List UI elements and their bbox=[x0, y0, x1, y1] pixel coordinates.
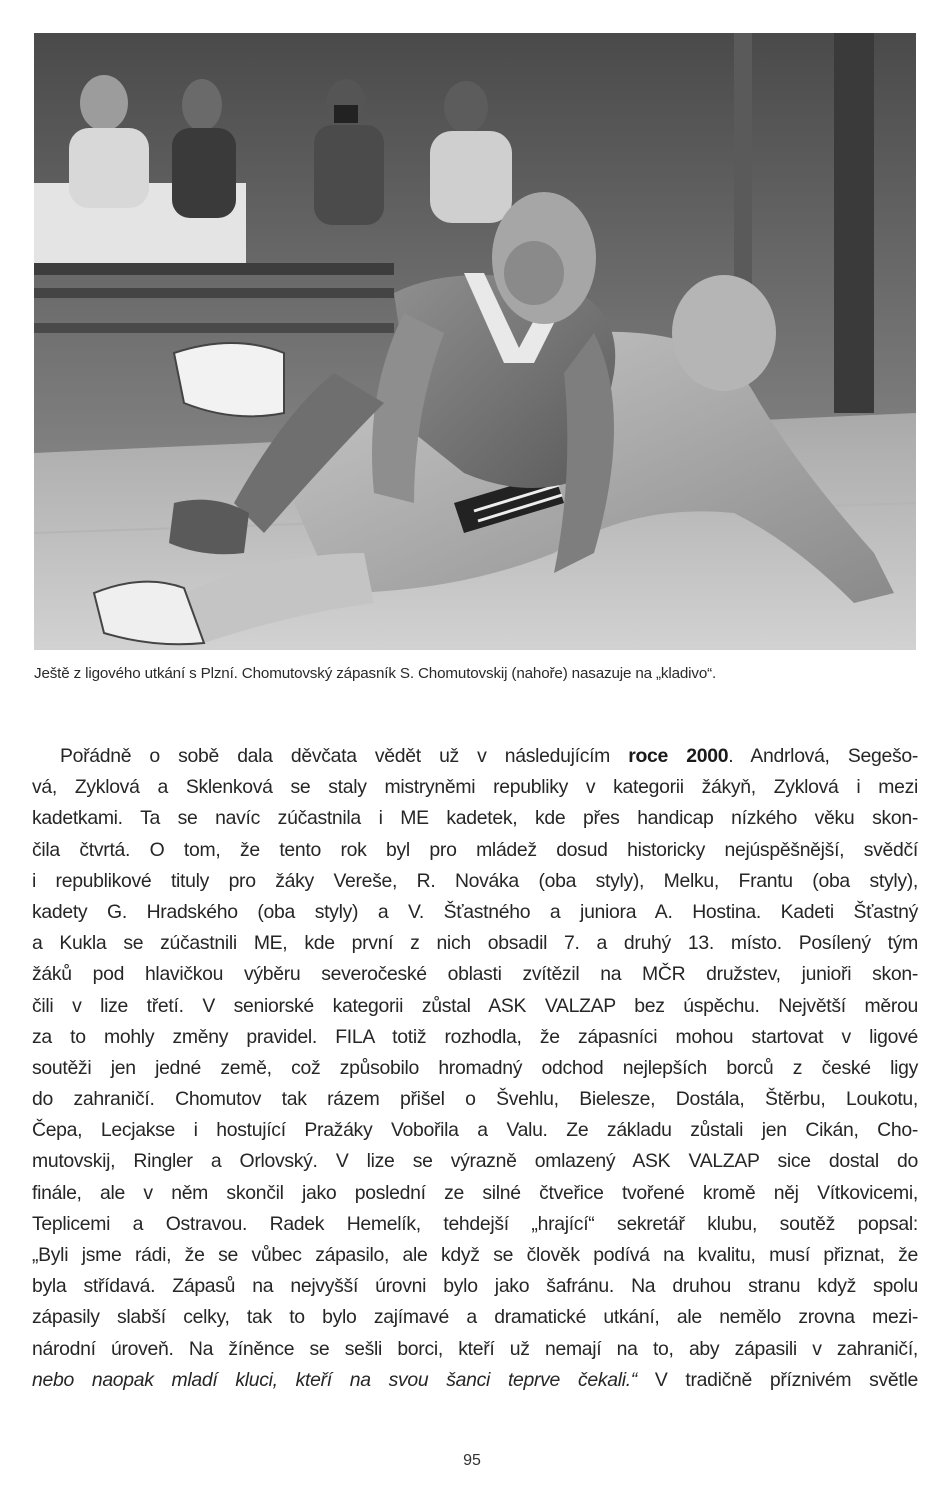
text-line: soutěži jen jedné země, což způsobilo hromadný odchod nejlepších borců z české ligy bbox=[32, 1056, 918, 1079]
text-line: kadety G. Hradského (oba styly) a V. Šťastného a juniora A. Hostina. Kadeti Šťastný bbox=[32, 900, 918, 923]
text-line: za to mohly změny pravidel. FILA totiž rozhodla, že zápasníci mohou startovat v ligové bbox=[32, 1025, 918, 1048]
text-line: i republikové tituly pro žáky Vereše, R. Nováka (oba styly), Melku, Frantu (oba styly), bbox=[32, 869, 918, 892]
quote-end: nebo naopak mladí kluci, kteří na svou šanci teprve čekali.“ bbox=[32, 1368, 637, 1391]
text-line: mutovskij, Ringler a Orlovský. V lize se výrazně omlazený ASK VALZAP sice dostal do bbox=[32, 1150, 918, 1173]
wrestling-photo bbox=[34, 33, 916, 650]
quote-line: zápasily slabší celky, tak to bylo zajímavé a dramatické utkání, ale nemělo zrovna mezi- bbox=[32, 1306, 918, 1329]
quote-line: národní úroveň. Na žíněnce se sešli borci, kteří už nemají na to, aby zápasili v zahraničí, bbox=[32, 1337, 918, 1360]
page-number: 95 bbox=[463, 1452, 481, 1469]
text-line: do zahraničí. Chomutov tak rázem přišel o Švehlu, Bielesze, Dostála, Štěrbu, Loukotu, bbox=[32, 1088, 918, 1111]
text-line: kadetkami. Ta se navíc zúčastnila i ME kadetek, kde přes handicap nízkého věku skon- bbox=[32, 807, 918, 830]
spectator bbox=[182, 79, 222, 131]
spectator bbox=[444, 81, 488, 133]
bench bbox=[34, 263, 394, 275]
text-line: žáků pod hlavičkou výběru severočeské oblasti zvítězil na MČR družstev, junioři skon- bbox=[32, 963, 918, 986]
quote-line: byla střídavá. Zápasů na nejvyšší úrovni bylo jako šafránu. Na druhou stranu když spolu bbox=[32, 1275, 918, 1298]
body-paragraph bbox=[32, 741, 918, 1396]
text-line: a Kukla se zúčastnili ME, kde první z nich obsadil 7. a druhý 13. místo. Posílený tým bbox=[32, 932, 918, 955]
emphasis-year: roce 2000 bbox=[628, 745, 729, 767]
wrestling-photo-drawing bbox=[34, 33, 916, 650]
text-line: čila čtvrtá. O tom, že tento rok byl pro mládež dosud historicky nejúspěšnější, svědčí bbox=[32, 838, 918, 861]
text-line: nebo naopak mladí kluci, kteří na svou šanci teprve čekali.“ V tradičně příznivém světle bbox=[32, 1368, 918, 1391]
wrestling-shoe bbox=[174, 343, 284, 416]
text-line: vá, Zyklová a Sklenková se staly mistryněmi republiky v kategorii žákyň, Zyklová i mezi bbox=[32, 776, 918, 799]
text-line: Pořádně o sobě dala děvčata vědět už v následujícím roce 2000. Andrlová, Segešo- bbox=[60, 745, 918, 767]
quote-line: „Byli jsme rádi, že se vůbec zápasilo, ale když se člověk podívá na kvalitu, musí přiznat, že bbox=[32, 1244, 918, 1266]
bottom-wrestler-head bbox=[672, 275, 776, 391]
figure-caption: Ještě z ligového utkání s Plzní. Chomutovský zápasník S. Chomutovskij (nahoře) nasazuje na „kladivo“. bbox=[34, 665, 717, 682]
text-line: Čepa, Lecjakse i hostující Pražáky Vobořila a Valu. Ze základu zůstali jen Cikán, Cho- bbox=[32, 1119, 918, 1142]
spectator bbox=[80, 75, 128, 131]
pillar bbox=[834, 33, 874, 413]
text-line: Teplicemi a Ostravou. Radek Hemelík, tehdejší „hrající“ sekretář klubu, soutěž popsal: bbox=[32, 1212, 918, 1235]
text-line: finále, ale v něm skončil jako poslední ze silné čtveřice tvořené kromě něj Vítkovicemi, bbox=[32, 1181, 918, 1204]
wrestling-shoe bbox=[169, 500, 249, 555]
text-line: čili v lize třetí. V seniorské kategorii zůstal ASK VALZAP bez úspěchu. Největší měrou bbox=[32, 994, 918, 1017]
